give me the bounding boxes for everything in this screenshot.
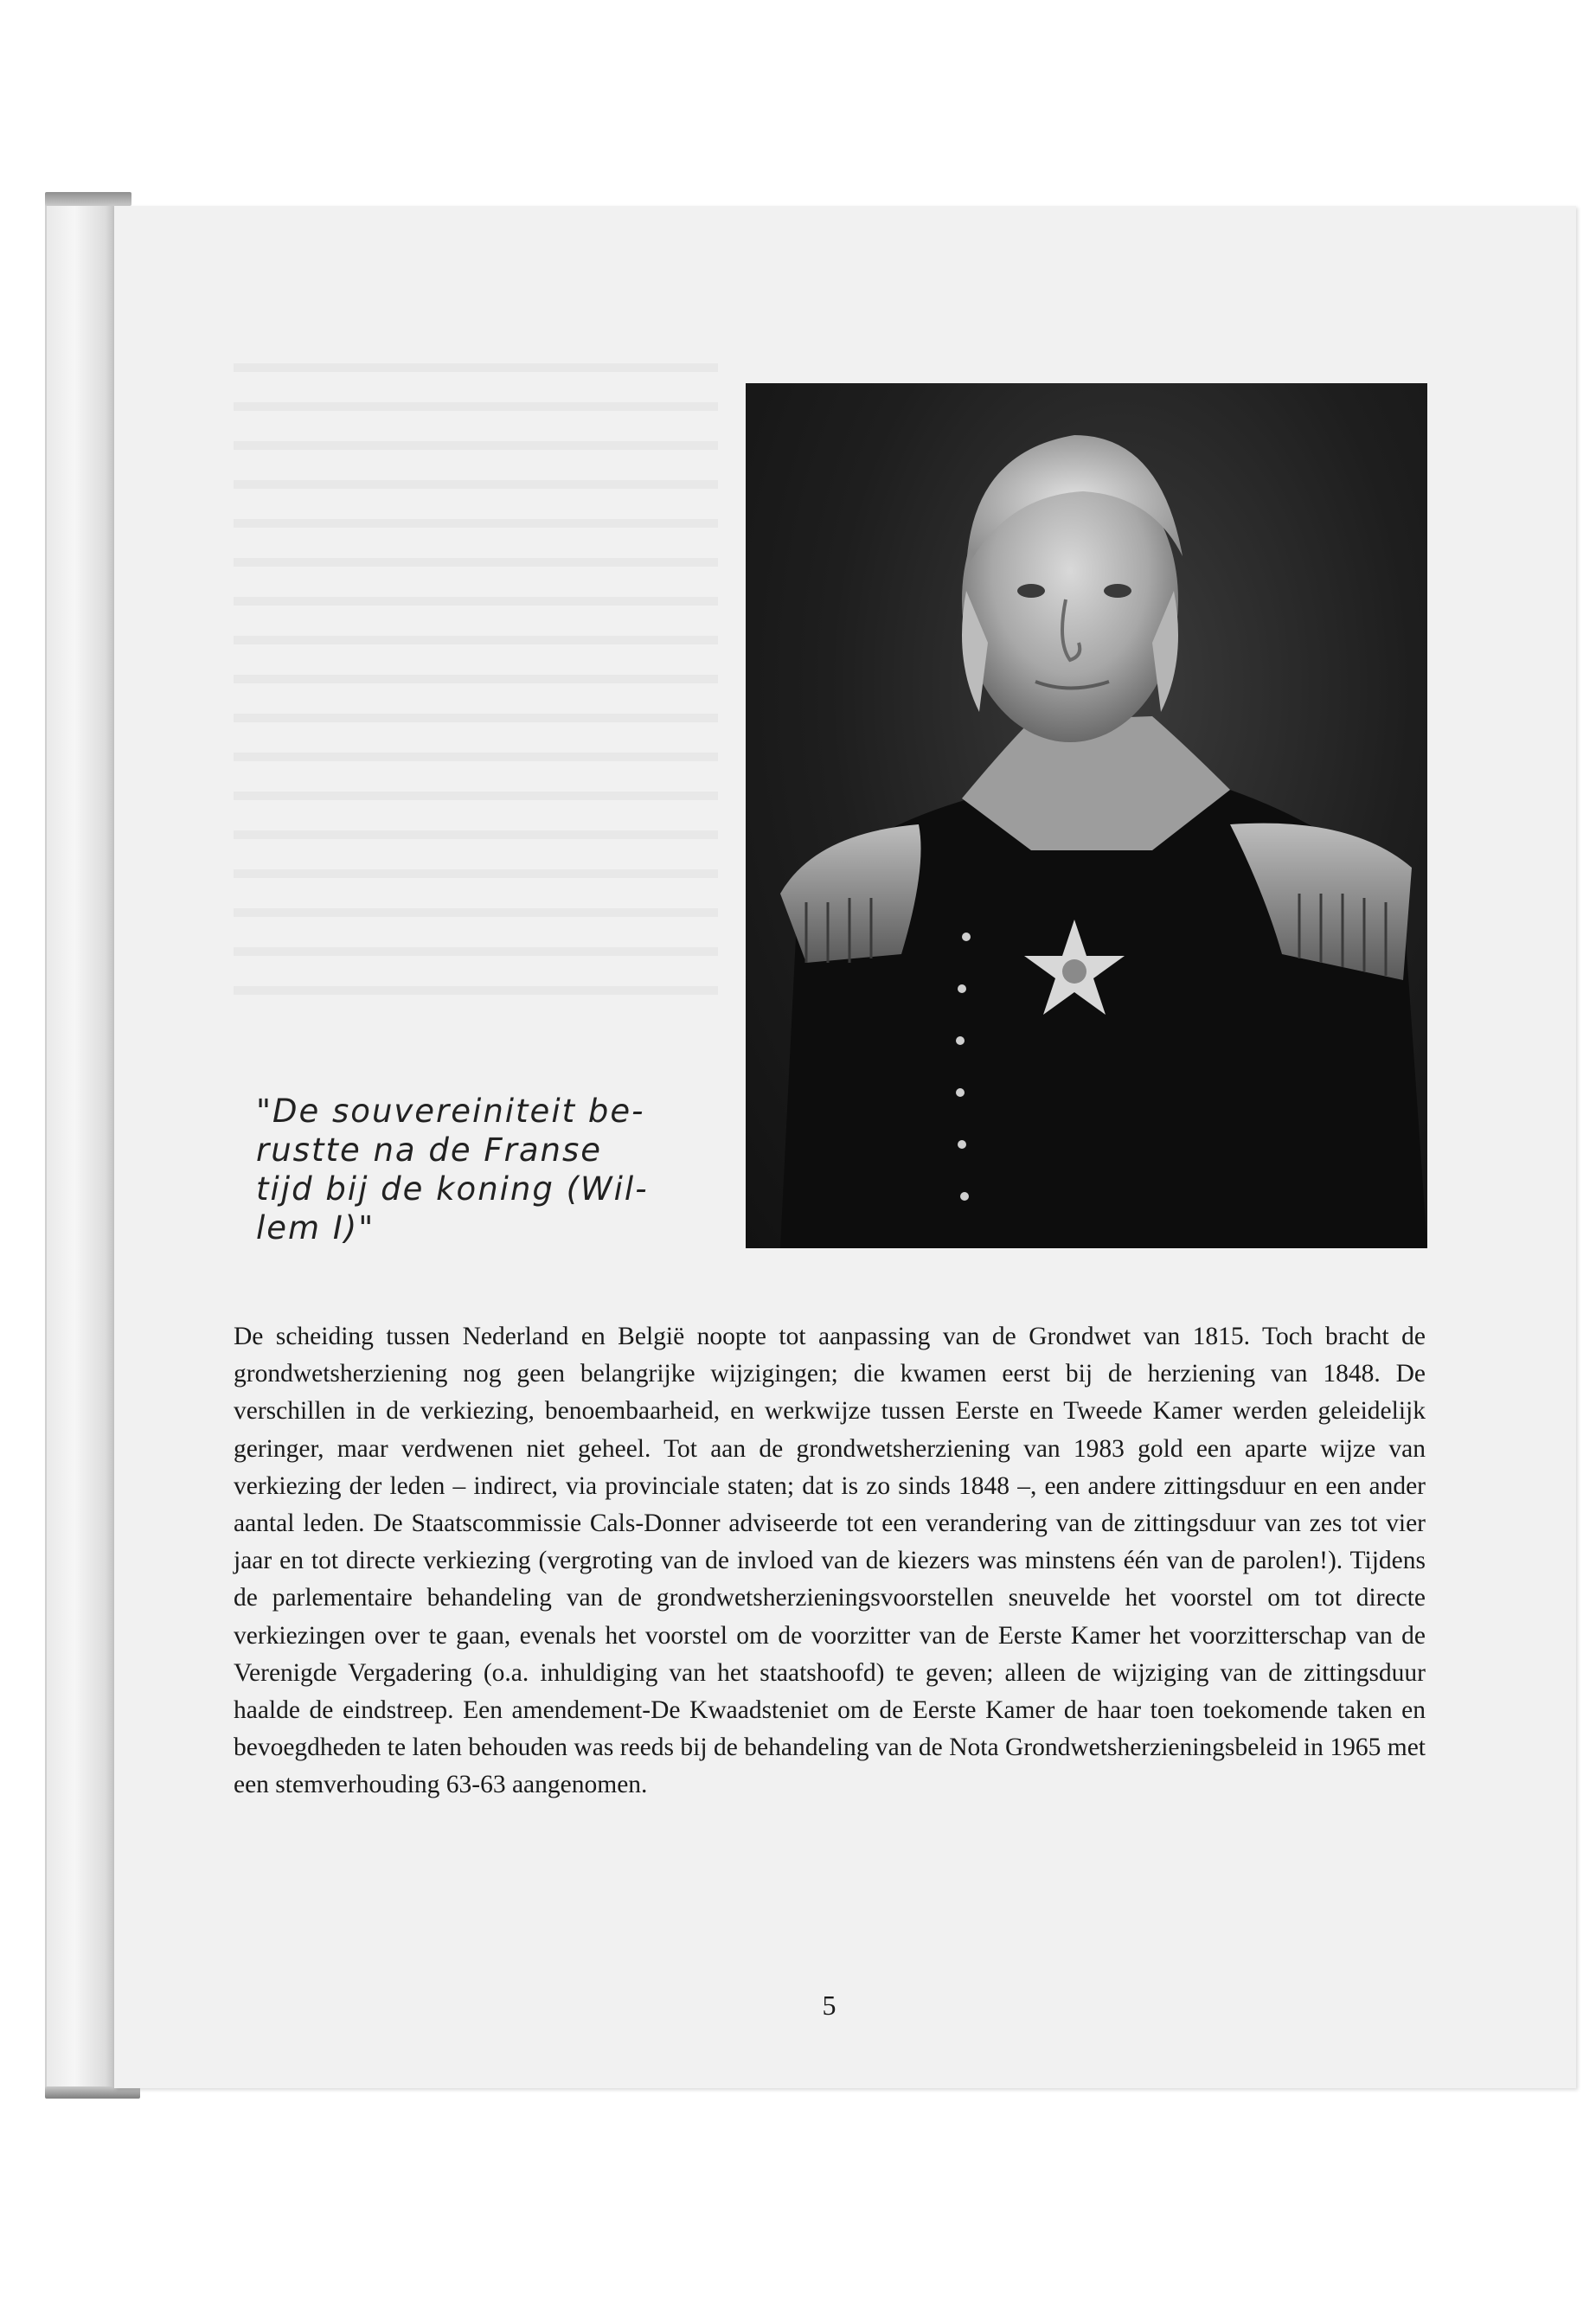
spine-cap-top <box>45 192 131 206</box>
portrait-engraving <box>746 383 1427 1248</box>
portrait-caption: "De souvereiniteit be- rustte na de Franse tijd bij de koning (Wil- lem I)" <box>256 1093 649 1247</box>
portrait-illustration <box>746 383 1427 1248</box>
spine-cap-bottom <box>45 2086 140 2099</box>
book-spine <box>45 197 116 2096</box>
page-number: 5 <box>822 1990 836 2021</box>
body-paragraph: De scheiding tussen Nederland en België noopte tot aanpassing van de Grondwet van 1815. Toch bracht de grondwetsherziening nog geen belangrijke wijzigingen; die kwamen eerst bij de herziening van 1848. De verschillen in de verkiezing, benoembaarheid, en werkwijze tussen Eerste en Tweede Kamer werden geleidelijk geringer, maar verdwenen niet geheel. Tot aan de grondwetsherziening van 1983 gold een aparte wijze van verkiezing der leden – indirect, via provinciale staten; dat is zo sinds 1848 –, een andere zittingsduur en een ander aantal leden. De Staatscommissie Cals-Donner adviseerde tot een verandering van de zittingsduur van zes tot vier jaar en tot directe verkiezing (vergroting van de invloed van de kiezers was minstens één van de parolen!). Tijdens de parlementaire behandeling van de grondwetsherzieningsvoorstellen sneuvelde het voorstel om tot directe verkiezingen over te gaan, evenals het voorstel om de voorzitter van de Eerste Kamer het voorzitterschap van de Verenigde Vergadering (o.a. inhuldiging van het staatshoofd) te geven; alleen de wijziging van de zittingsduur haalde de eindstreep. Een amendement-De Kwaadsteniet om de Eerste Kamer de haar toen toekomende taken en bevoegdheden te laten behouden was reeds bij de behandeling van de Nota Grondwetsherzieningsbeleid in 1965 met een stemverhouding 63-63 aangenomen. <box>234 1323 1426 1799</box>
bleed-through-text <box>234 363 718 1021</box>
